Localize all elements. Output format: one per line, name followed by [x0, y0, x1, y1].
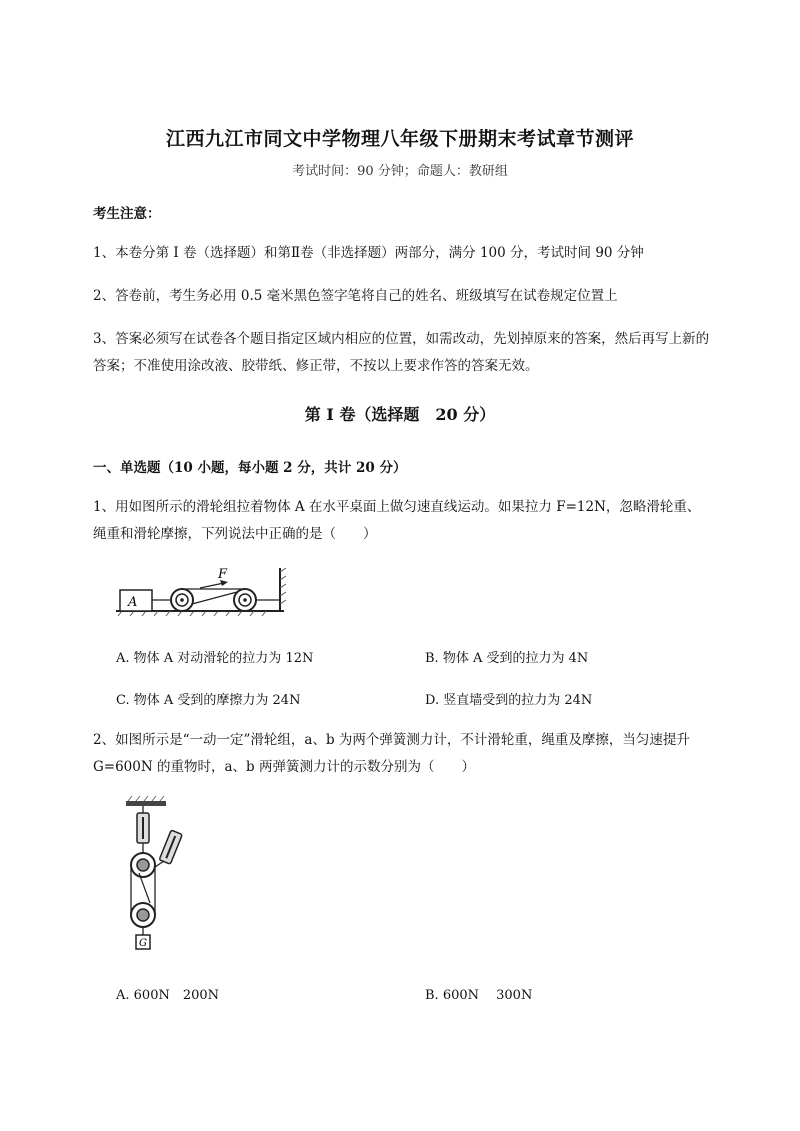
page-subtitle: 考试时间：90 分钟；命题人：教研组 [292, 164, 508, 179]
question-2-option-a[interactable]: A. 600N 200N [116, 988, 220, 1003]
section-title: 第 I 卷（选择题 20 分） [304, 405, 496, 424]
notice-item-2: 2、答卷前，考生务必用 0.5 毫米黑色签字笔将自己的姓名、班级填写在试卷规定位置上 [93, 288, 618, 304]
question-1-option-a[interactable]: A. 物体 A 对动滑轮的拉力为 12N [116, 651, 314, 666]
question-1-option-d[interactable]: D. 竖直墙受到的拉力为 24N [425, 693, 593, 708]
question-2-stem: 2、如图所示是“一动一定”滑轮组，a、b 为两个弹簧测力计，不计滑轮重，绳重及摩擦，当匀速提升 G=600N 的重物时，a、b 两弹簧测力计的示数分别为（ ） [93, 732, 690, 775]
pulley-horizontal-figure [112, 566, 292, 618]
notice-item-3: 3、答案必须写在试卷各个题目指定区域内相应的位置，如需改动，先划掉原来的答案，然后再写上新的答案；不准使用涂改液、胶带纸、修正带，不按以上要求作答的答案无效。 [93, 331, 710, 374]
weight-label: G [139, 938, 147, 949]
question-1-option-b[interactable]: B. 物体 A 受到的拉力为 4N [425, 651, 589, 666]
force-label: F [218, 567, 228, 582]
pulley-vertical-figure [112, 795, 192, 955]
page-title: 江西九江市同文中学物理八年级下册期末考试章节测评 [165, 128, 634, 150]
block-label: A [128, 595, 138, 610]
notice-heading: 考生注意： [93, 206, 161, 222]
question-2-option-b[interactable]: B. 600N 300N [425, 988, 533, 1003]
question-1-option-c[interactable]: C. 物体 A 受到的摩擦力为 24N [116, 693, 301, 708]
question-1-stem: 1、用如图所示的滑轮组拉着物体 A 在水平桌面上做匀速直线运动。如果拉力 F=12N，忽略滑轮重、绳重和滑轮摩擦，下列说法中正确的是（ ） [93, 499, 701, 542]
part-heading: 一、单选题（10 小题，每小题 2 分，共计 20 分） [93, 460, 407, 476]
notice-item-1: 1、本卷分第 I 卷（选择题）和第Ⅱ卷（非选择题）两部分，满分 100 分，考试时间 90 分钟 [93, 245, 644, 261]
